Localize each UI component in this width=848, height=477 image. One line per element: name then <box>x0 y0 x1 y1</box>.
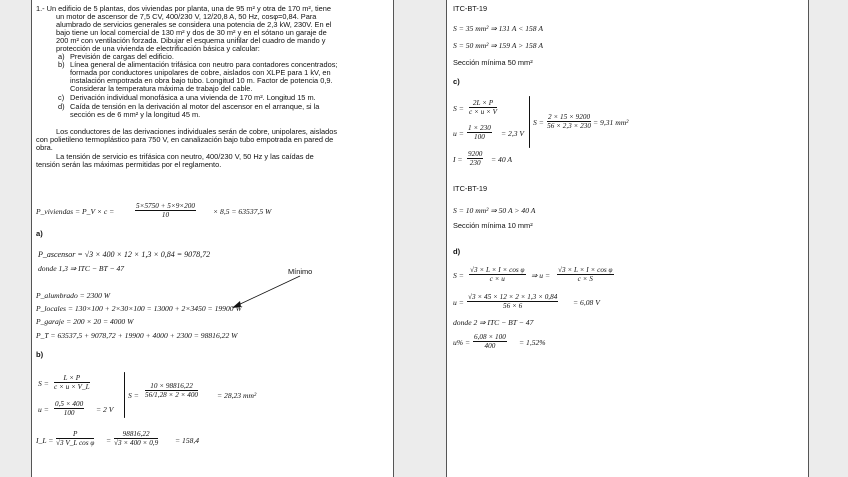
eq-locales: P_locales = 130×100 + 2×30×100 = 13000 + 2×3450 = 19900 W <box>36 304 242 313</box>
eq-d-s-fraction <box>469 266 526 283</box>
eq-viviendas-fraction <box>135 202 196 219</box>
annotation-minimo: Mínimo <box>288 267 313 276</box>
item-text: sección es de 6 mm² y la longitud 45 m. <box>70 110 201 119</box>
eq-b-s2-rhs: = 28,23 mm² <box>217 391 257 400</box>
fraction-denominator: 10 <box>161 211 170 219</box>
eq-b-i-lhs: I_L = <box>36 436 54 445</box>
eq-b-i-rhs: = 158,4 <box>175 436 200 445</box>
fraction-denominator: 100 <box>474 133 485 141</box>
section-label-a: a) <box>36 229 43 238</box>
fraction-numerator: P <box>56 430 94 439</box>
problem-line-3: alumbrado de servicios generales se considera una potencia de 2,3 kW, 230V. En el <box>56 20 332 29</box>
eq-c-res-fraction <box>547 113 591 130</box>
fraction-denominator: c × u × V <box>469 108 498 116</box>
eq-b-u-lhs: u = <box>38 405 49 414</box>
problem-line-5: 200 m² con ventilación forzada. Dibujar el esquema unifilar del cuadro de mando y <box>56 36 326 45</box>
eq-garaje-text: P_garaje = 200 × 20 = 4000 W <box>36 317 134 326</box>
fraction-numerator: 2 × 15 × 9200 <box>548 113 591 121</box>
eq-s50: S = 50 mm² ⇒ 159 A > 158 A <box>453 41 543 50</box>
section-minimum-50: Sección mínima 50 mm² <box>453 58 533 67</box>
document-page-1 <box>31 0 394 477</box>
eq-viviendas-rhs: × 8,5 = 63537,5 W <box>213 207 272 216</box>
paragraph-2-line-1: La tensión de servicio es trifásica con neutro, 400/230 V, 50 Hz y las caídas de <box>56 152 314 161</box>
eq-b-u-rhs: = 2 V <box>96 405 114 414</box>
fraction-numerator: 5×5750 + 5×9×200 <box>136 202 195 210</box>
fraction-denominator: √3 × 400 × 0,9 <box>114 439 159 447</box>
eq-c-i-rhs: = 40 A <box>491 155 513 164</box>
eq-c-u-fraction <box>467 124 492 141</box>
eq-c-i-fraction <box>467 150 483 167</box>
item-letter: a) <box>58 52 65 61</box>
eq-d-u-fraction <box>557 266 614 283</box>
document-page-2 <box>446 0 809 477</box>
problem-line-6: protección de una vivienda de electrificación básica y calcular: <box>56 44 260 53</box>
fraction-denominator: 230 <box>469 159 481 167</box>
eq-d-u2-fraction <box>467 293 558 310</box>
item-text: instalación empotrada en obra bajo tubo. Longitud 10 m. Factor de potencia 0,9. <box>70 76 333 85</box>
eq-d-arrow: ⇒ u = <box>531 271 551 280</box>
paragraph-1-line-1: Los conductores de las derivaciones individuales serán de cobre, unipolares, aislados <box>56 127 338 136</box>
fraction-denominator: c × u <box>489 275 505 283</box>
fraction-denominator: 56/1,28 × 2 × 400 <box>145 391 199 399</box>
fraction-denominator: 100 <box>63 409 75 417</box>
fraction-numerator: 6,08 × 100 <box>474 333 506 341</box>
itc-reference: ITC-BT-19 <box>453 4 488 13</box>
fraction-numerator: 98816,22 <box>114 430 158 439</box>
eq-b-i-mid: = <box>106 436 112 445</box>
eq-s35: S = 35 mm² ⇒ 131 A < 158 A <box>453 24 543 33</box>
fraction-denominator: c × u × V_L <box>54 383 90 391</box>
item-text: Caída de tensión en la derivación al motor del ascensor en el arranque, si la <box>70 102 320 111</box>
eq-b-s-lhs: S = <box>38 379 49 388</box>
fraction-numerator: √3 × 45 × 12 × 2 × 1,3 × 0,84 <box>468 293 558 301</box>
problem-line-4: bajo tiene un local comercial de 130 m² y dos de 30 m² y en el sótano un garaje de <box>56 28 327 37</box>
itc-reference-2: ITC-BT-19 <box>453 184 488 193</box>
eq-b-i-fraction-2 <box>114 430 158 447</box>
fraction-numerator: 10 × 98816,22 <box>145 382 198 391</box>
fraction-denominator: 56 × 6 <box>503 302 523 310</box>
section-label-d: d) <box>453 247 461 256</box>
eq-c-u-lhs: u = <box>453 129 464 138</box>
section-minimum-10: Sección mínima 10 mm² <box>453 221 533 230</box>
item-text: Considerar la temperatura máxima de trabajo del cable. <box>70 84 253 93</box>
problem-line-1: 1.- Un edificio de 5 plantas, dos viviendas por planta, una de 95 m² y otra de 170 m², tiene <box>36 4 331 13</box>
fraction-denominator: c × S <box>577 275 593 283</box>
section-label-b: b) <box>36 350 44 359</box>
item-letter: c) <box>58 93 65 102</box>
eq-d-s-lhs: S = <box>453 271 464 280</box>
item-letter: b) <box>58 60 65 69</box>
eq-ascensor: P_ascensor = √3 × 400 × 12 × 1,3 × 0,84 = 9078,72 <box>38 250 211 259</box>
item-text: Línea general de alimentación trifásica con neutro para contadores concentrados; <box>70 60 338 69</box>
eq-d-u2-lhs: u = <box>453 298 464 307</box>
eq-b-s-fraction <box>54 374 90 391</box>
eq-b-u-fraction <box>54 400 84 417</box>
fraction-numerator: √3 × L × I × cos φ <box>470 266 525 274</box>
eq-c-res-rhs: = 9,31 mm² <box>593 118 629 127</box>
eq-total-power: P_T = 63537,5 + 9078,72 + 19900 + 4000 + 2300 = 98816,22 W <box>36 331 238 340</box>
eq-d-pct-rhs: = 1,52% <box>519 338 546 347</box>
eq-s10: S = 10 mm² ⇒ 50 A > 40 A <box>453 206 536 215</box>
problem-line-2: un motor de ascensor de 7,5 CV, 400/230 V, 12/20,8 A, 50 Hz, cosφ=0,84. Para <box>56 12 317 21</box>
eq-b-i-fraction <box>56 430 94 447</box>
eq-c-u-rhs: = 2,3 V <box>501 129 525 138</box>
paragraph-2-line-2: tensión serán las máximas permitidas por el reglamento. <box>36 160 222 169</box>
section-label-c: c) <box>453 77 460 86</box>
eq-alumbrado: P_alumbrado = 2300 W <box>36 291 111 300</box>
eq-ascensor-where: donde 1,3 ⇒ ITC − BT − 47 <box>38 264 125 273</box>
fraction-numerator: 0,5 × 400 <box>55 400 84 408</box>
fraction-numerator: 9200 <box>468 150 483 158</box>
fraction-denominator: 400 <box>484 342 496 350</box>
eq-b-s2-fraction <box>145 382 198 399</box>
eq-b-s2-lhs: S = <box>128 391 139 400</box>
eq-d-where: donde 2 ⇒ ITC − BT − 47 <box>453 318 534 327</box>
fraction-numerator: √3 × L × I × cos φ <box>558 266 613 274</box>
eq-c-res-lhs: S = <box>533 118 544 127</box>
eq-c-i-lhs: I = <box>453 155 463 164</box>
fraction-numerator: 1 × 230 <box>468 124 491 132</box>
item-letter: d) <box>58 102 65 111</box>
eq-c-s-fraction <box>469 99 497 116</box>
item-text: formada por conductores unipolares de cobre, aislados con XLPE para 1 kV, en <box>70 68 331 77</box>
brace <box>529 96 530 148</box>
fraction-denominator: 56 × 2,3 × 230 <box>547 122 591 130</box>
fraction-denominator: √3 V_L cos φ <box>56 439 95 447</box>
fraction-numerator: L × P <box>54 374 90 383</box>
eq-c-s-lhs: S = <box>453 104 464 113</box>
eq-viviendas-lhs: P_viviendas = P_V × c = <box>36 207 115 216</box>
eq-d-u2-rhs: = 6,08 V <box>573 298 600 307</box>
paragraph-1-line-3: obra. <box>36 143 53 152</box>
eq-d-pct-fraction <box>473 333 507 350</box>
eq-d-pct-lhs: u% = <box>453 338 471 347</box>
item-text: Derivación individual monofásica a una vivienda de 170 m². Longitud 15 m. <box>70 93 316 102</box>
fraction-numerator: 2L × P <box>469 99 497 108</box>
item-text: Previsión de cargas del edificio. <box>70 52 174 61</box>
brace <box>124 372 125 418</box>
paragraph-1-line-2: con polietileno termoplástico para 750 V, en canalización bajo tubo empotrada en pared de <box>36 135 334 144</box>
